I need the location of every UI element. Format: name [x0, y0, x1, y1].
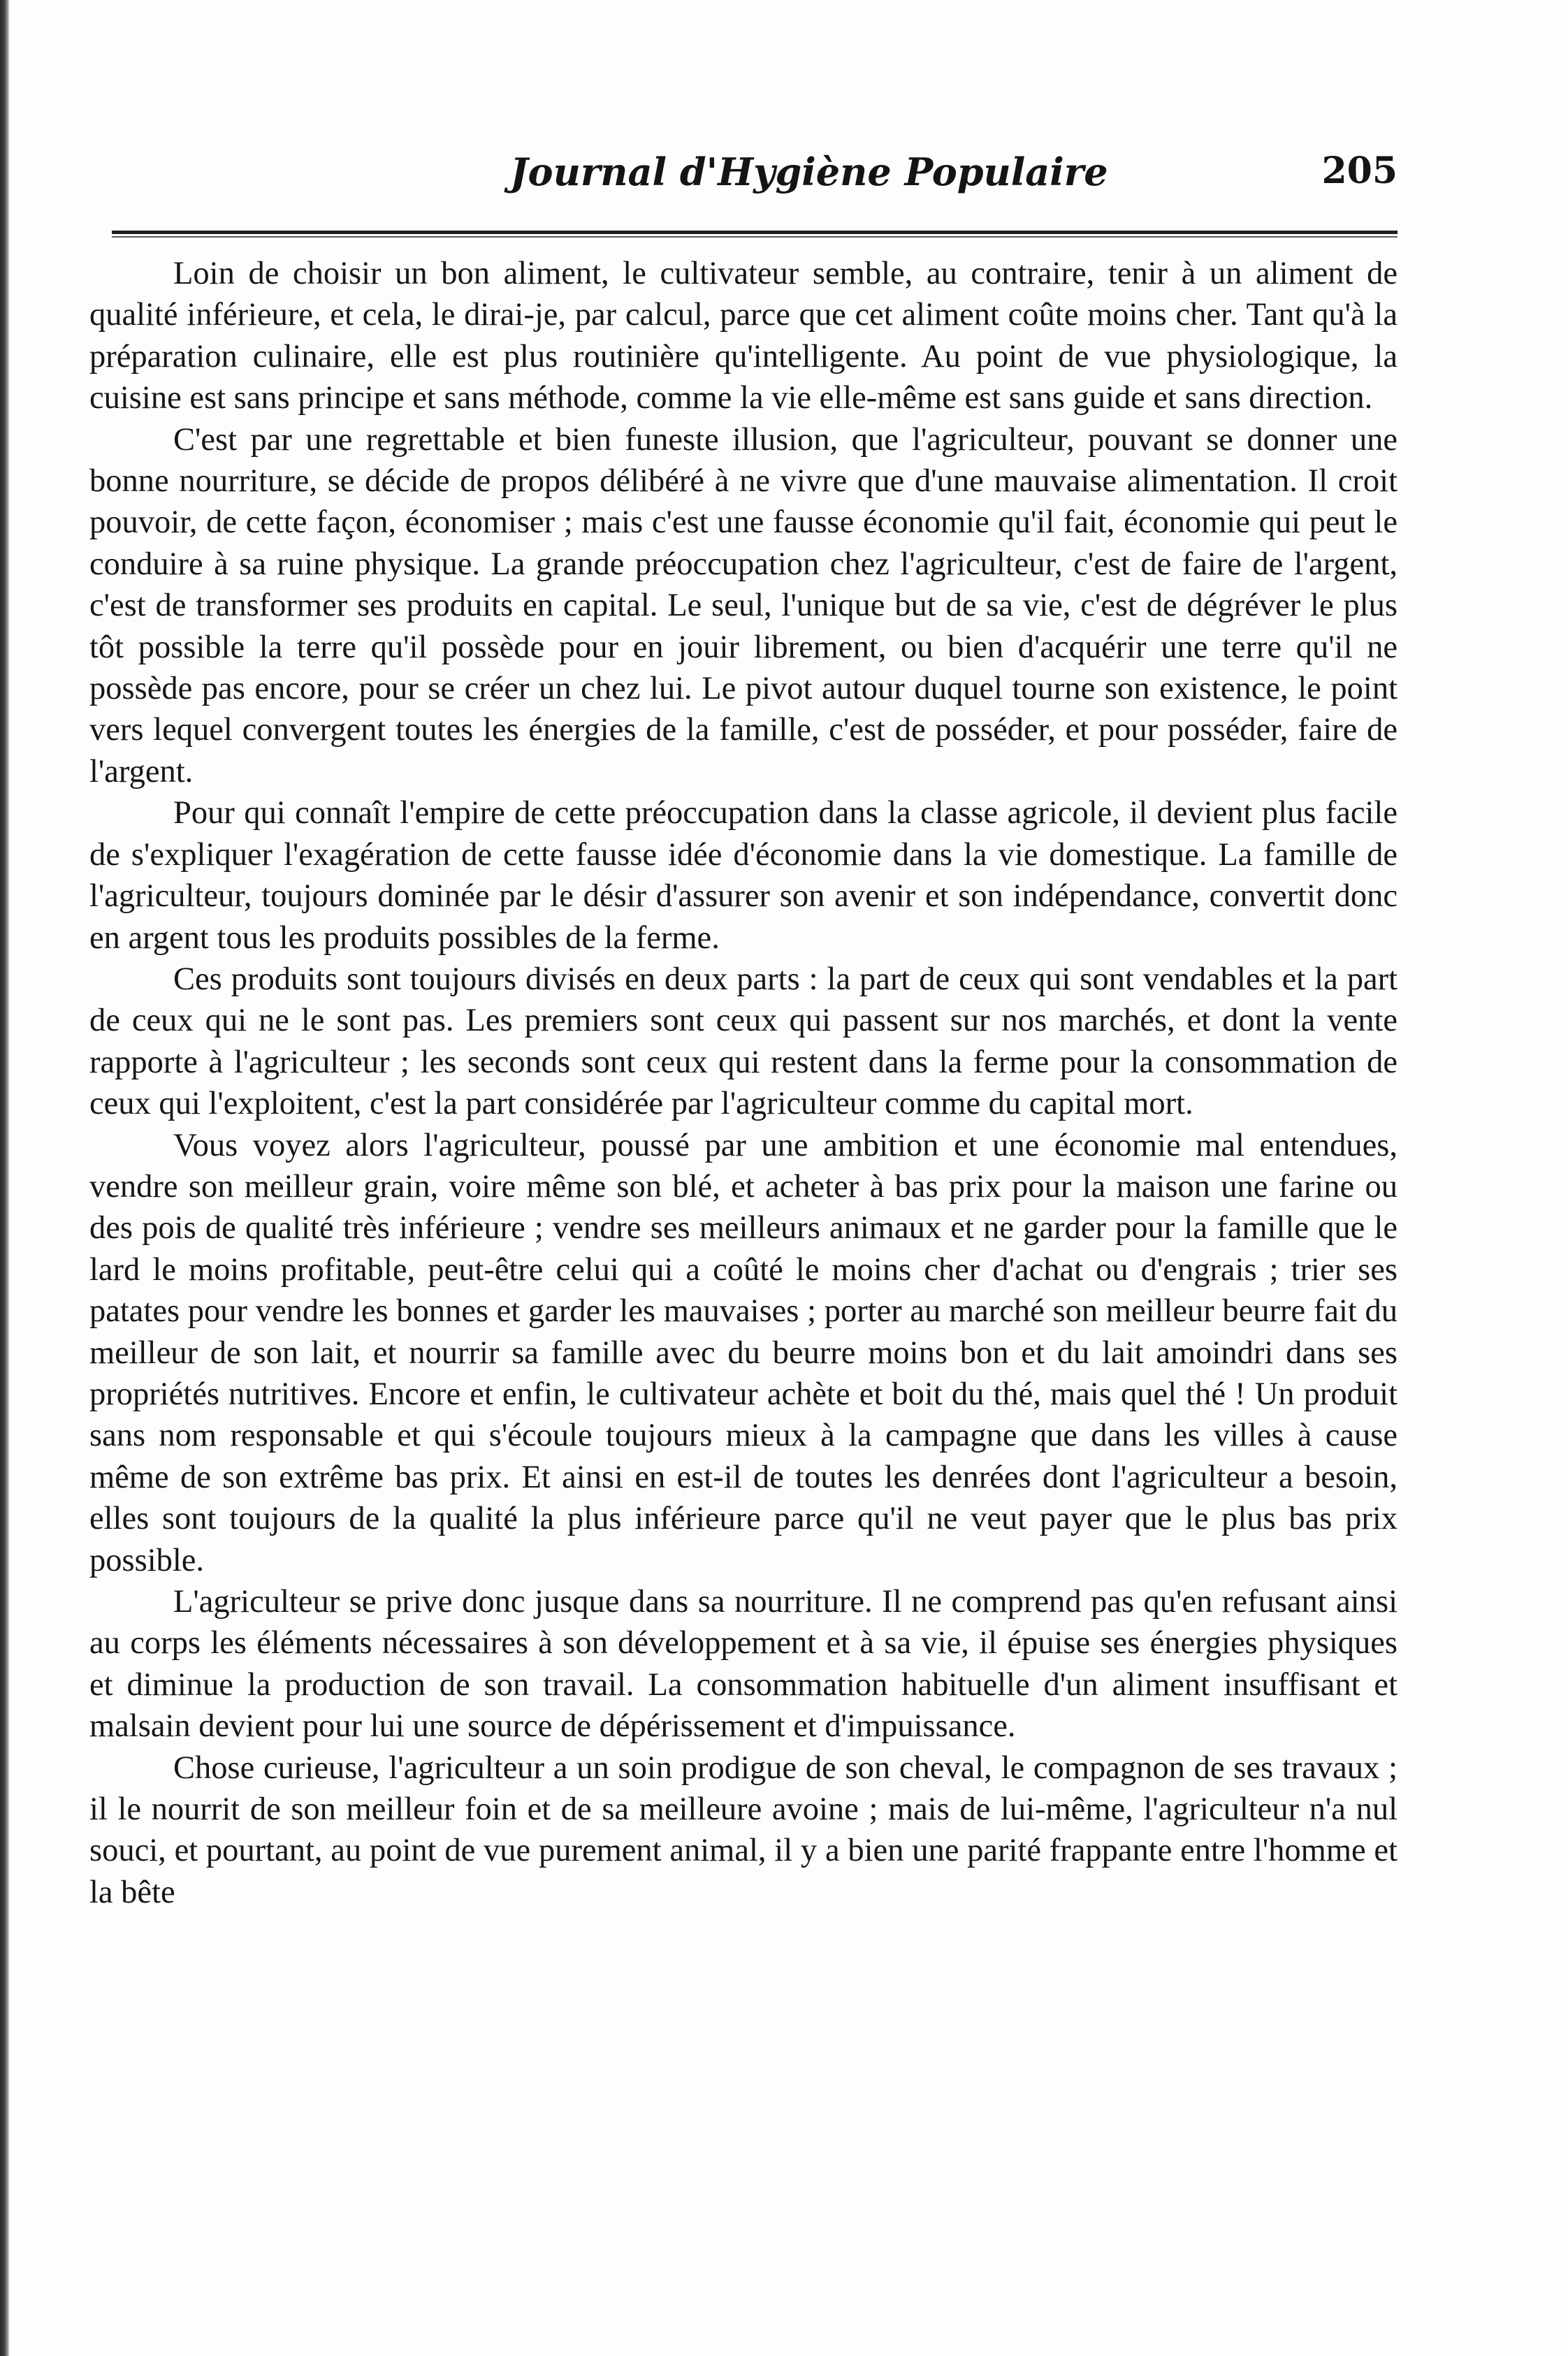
paragraph: Loin de choisir un bon aliment, le cultivateur semble, au contraire, tenir à un aliment de qualité inférieure, et cela, le dirai-je, par calcul, parce que cet aliment coûte moins cher. Tant qu'à la préparation culinaire, elle est plus routinière qu'intelligente. Au point de vue physiologique, la cuisine est sans principe et sans méthode, comme la vie elle-même est sans guide et sans direction.	[89, 256, 1398, 416]
paragraph: Chose curieuse, l'agriculteur a un soin prodigue de son cheval, le compagnon de ses travaux ; il le nourrit de son meilleur foin et de sa meilleure avoine ; mais de lui-même, l'agriculteur n'a nul souci, et pourtant, au point de vue purement animal, il y a bien une parité frappante entre l'homme et la bête	[89, 1750, 1398, 1910]
header-rule-thin	[112, 236, 1398, 238]
paragraph: Ces produits sont toujours divisés en deux parts : la part de ceux qui sont vendables et la part de ceux qui ne le sont pas. Les premiers sont ceux qui passent sur nos marchés, et dont la vente rapporte à l'agriculteur ; les seconds sont ceux qui restent dans la ferme pour la consommation de ceux qui l'exploitent, c'est la part considérée par l'agriculteur comme du capital mort.	[89, 961, 1398, 1122]
header-rule	[112, 231, 1398, 234]
page-binding-edge	[0, 0, 10, 2356]
running-title: Journal d'Hygiène Populaire	[510, 150, 1108, 194]
paragraph: C'est par une regrettable et bien funeste illusion, que l'agriculteur, pouvant se donner une bonne nourriture, se décide de propos délibéré à ne vivre que d'une mauvaise alimentation. Il croit pouvoir, de cette façon, économiser ; mais c'est une fausse économie qu'il fait, économie qui peut le conduire à sa ruine physique. La grande préoccupation chez l'agriculteur, c'est de faire de l'argent, c'est de transformer ses produits en capital. Le seul, l'unique but de sa vie, c'est de dégréver le plus tôt possible la terre qu'il possède pour en jouir librement, ou bien d'acquérir une terre qu'il ne possède pas encore, pour se créer un chez lui. Le pivot autour duquel tourne son existence, le point vers lequel convergent toutes les énergies de la famille, c'est de posséder, et pour posséder, faire de l'argent.	[89, 421, 1398, 790]
paragraph: L'agriculteur se prive donc jusque dans sa nourriture. Il ne comprend pas qu'en refusant ainsi au corps les éléments nécessaires à son développement et à sa vie, il épuise ses énergies physiques et diminue la production de son travail. La consommation habituelle d'un aliment insuffisant et malsain devient pour lui une source de dépérissement et d'impuissance.	[89, 1584, 1398, 1745]
page-number: 205	[1321, 150, 1398, 192]
paragraph: Vous voyez alors l'agriculteur, poussé par une ambition et une économie mal entendues, vendre son meilleur grain, voire même son blé, et acheter à bas prix pour la maison une farine ou des pois de qualité très inférieure ; vendre ses meilleurs animaux et ne garder pour la famille que le lard le moins profitable, peut-être celui qui a coûté le moins cher d'achat ou d'engrais ; trier ses patates pour vendre les bonnes et garder les mauvaises ; porter au marché son meilleur beurre fait du meilleur de son lait, et nourrir sa famille avec du beurre moins bon et du lait amoindri dans ses propriétés nutritives. Encore et enfin, le cultivateur achète et boit du thé, mais quel thé ! Un produit sans nom responsable et qui s'écoule toujours mieux à la campagne que dans les villes à cause même de son extrême bas prix. Et ainsi en est-il de toutes les denrées dont l'agriculteur a besoin, elles sont toujours de la qualité la plus inférieure parce qu'il ne veut payer que le plus bas prix possible.	[89, 1127, 1398, 1578]
paragraph: Pour qui connaît l'empire de cette préoccupation dans la classe agricole, il devient plus facile de s'expliquer l'exagération de cette fausse idée d'économie dans la vie domestique. La famille de l'agriculteur, toujours dominée par le désir d'assurer son avenir et son indépendance, convertit donc en argent tous les produits possibles de la ferme.	[89, 795, 1398, 956]
article-body	[89, 253, 1398, 1913]
page-header	[112, 150, 1398, 212]
